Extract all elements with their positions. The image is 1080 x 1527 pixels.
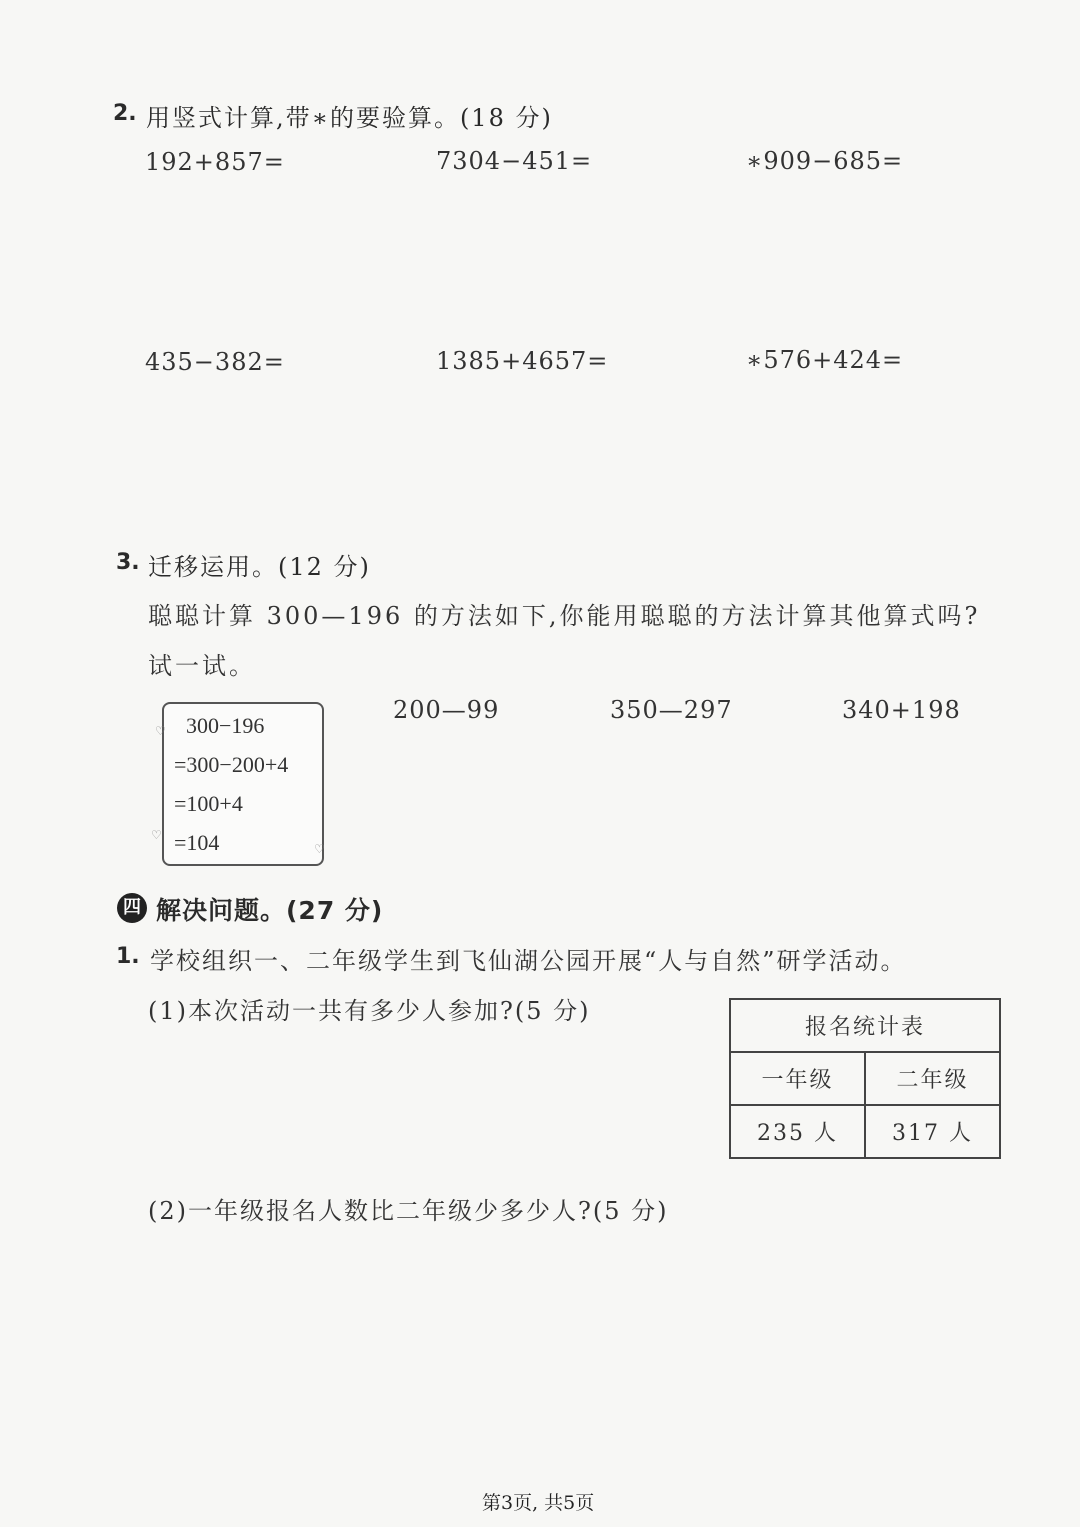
example-line: =104 [174,830,220,855]
q3-title: 迁移运用。(12 分) [148,553,371,581]
table-title: 报名统计表 [730,999,1000,1052]
section-title: 解决问题。(27 分) [156,896,384,925]
q2-expr-2: 7304−451= [436,147,593,175]
section-badge: 四 [117,893,147,923]
q2-expr-1: 192+857= [145,148,285,176]
heart-icon: ♡ [155,724,166,738]
q3-exercise-3: 340+198 [842,696,961,724]
table-row [730,1105,1000,1158]
q3-description-line2: 试一试。 [148,652,256,680]
heart-icon: ♡ [151,828,162,842]
example-line: =300−200+4 [174,752,289,777]
example-line: =100+4 [174,791,243,816]
q2-expr-5: 1385+4657= [436,347,609,375]
q2-title: 用竖式计算,带∗的要验算。(18 分) [146,104,553,132]
p1-number: 1. [116,944,140,969]
example-line: 300−196 [186,713,265,738]
p1-text: 学校组织一、二年级学生到飞仙湖公园开展“人与自然”研学活动。 [150,947,907,975]
q3-exercise-2: 350—297 [610,696,733,724]
q2-expr-3: ∗909−685= [746,147,904,175]
p1-sub2: (2)一年级报名人数比二年级少多少人?(5 分) [148,1197,669,1225]
q2-expr-4: 435−382= [145,348,285,376]
table-cell: 235 人 [730,1105,865,1158]
q3-number: 3. [116,550,140,575]
q2-expr-6: ∗576+424= [746,346,904,374]
table-header: 二年级 [865,1052,1000,1105]
q3-exercise-1: 200—99 [393,696,500,724]
table-cell: 317 人 [865,1105,1000,1158]
heart-icon: ♡ [314,842,325,856]
q2-number: 2. [113,101,137,126]
p1-sub1: (1)本次活动一共有多少人参加?(5 分) [148,997,591,1025]
example-box [151,702,325,866]
q3-description-line1: 聪聪计算 300—196 的方法如下,你能用聪聪的方法计算其他算式吗? [148,602,981,630]
table-row [730,1052,1000,1105]
table-header: 一年级 [730,1052,865,1105]
page-footer: 第3页, 共5页 [482,1492,595,1514]
registration-table [729,998,1001,1159]
